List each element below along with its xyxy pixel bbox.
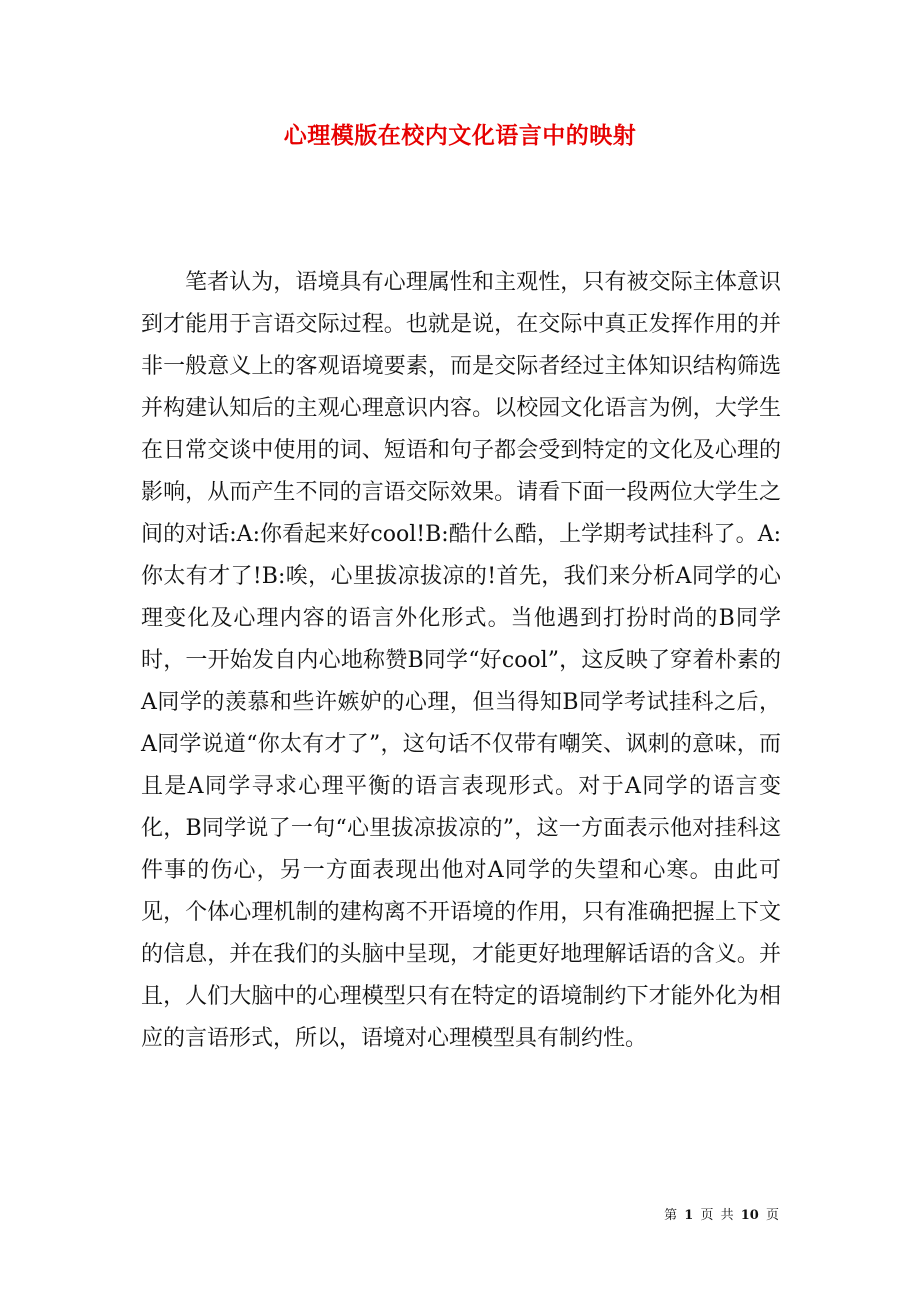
total-prefix: 共 <box>720 1208 734 1223</box>
total-page-label: 页 <box>765 1208 779 1223</box>
footer-prefix: 第 <box>664 1208 678 1223</box>
current-page-number: 1 <box>684 1208 694 1223</box>
body-paragraph: 笔者认为，语境具有心理属性和主观性，只有被交际主体意识到才能用于言语交际过程。也就是说，在交际中真正发挥作用的并非一般意义上的客观语境要素，而是交际者经过主体知识结构筛选并构建认知后的主观心理意识内容。以校园文化语言为例，大学生在日常交谈中使用的词、短语和句子都会受到特定的文化及心理的影响，从而产生不同的言语交际效果。请看下面一段两位大学生之间的对话:A:你看起来好cool!B:酷什么酷，上学期考试挂科了。A:你太有才了!B:唉，心里拔凉拔凉的!首先，我们来分析A同学的心理变化及心理内容的语言外化形式。当他遇到打扮时尚的B同学时，一开始发自内心地称赞B同学“好cool”，这反映了穿着朴素的A同学的羡慕和些许嫉妒的心理，但当得知B同学考试挂科之后，A同学说道“你太有才了”，这句话不仅带有嘲笑、讽刺的意味，而且是A同学寻求心理平衡的语言表现形式。对于A同学的语言变化，B同学说了一句“心里拔凉拔凉的”，这一方面表示他对挂科这件事的伤心，另一方面表现出他对A同学的失望和心寒。由此可见，个体心理机制的建构离不开语境的作用，只有准确把握上下文的信息，并在我们的头脑中呈现，才能更好地理解话语的含义。并且，人们大脑中的心理模型只有在特定的语境制约下才能外化为相应的言语形式，所以，语境对心理模型具有制约性。 <box>141 270 781 1051</box>
page-label: 页 <box>700 1208 714 1223</box>
page-footer <box>664 1206 779 1226</box>
document-title: 心理模版在校内文化语言中的映射 <box>283 122 637 149</box>
total-pages-number: 10 <box>740 1208 759 1223</box>
